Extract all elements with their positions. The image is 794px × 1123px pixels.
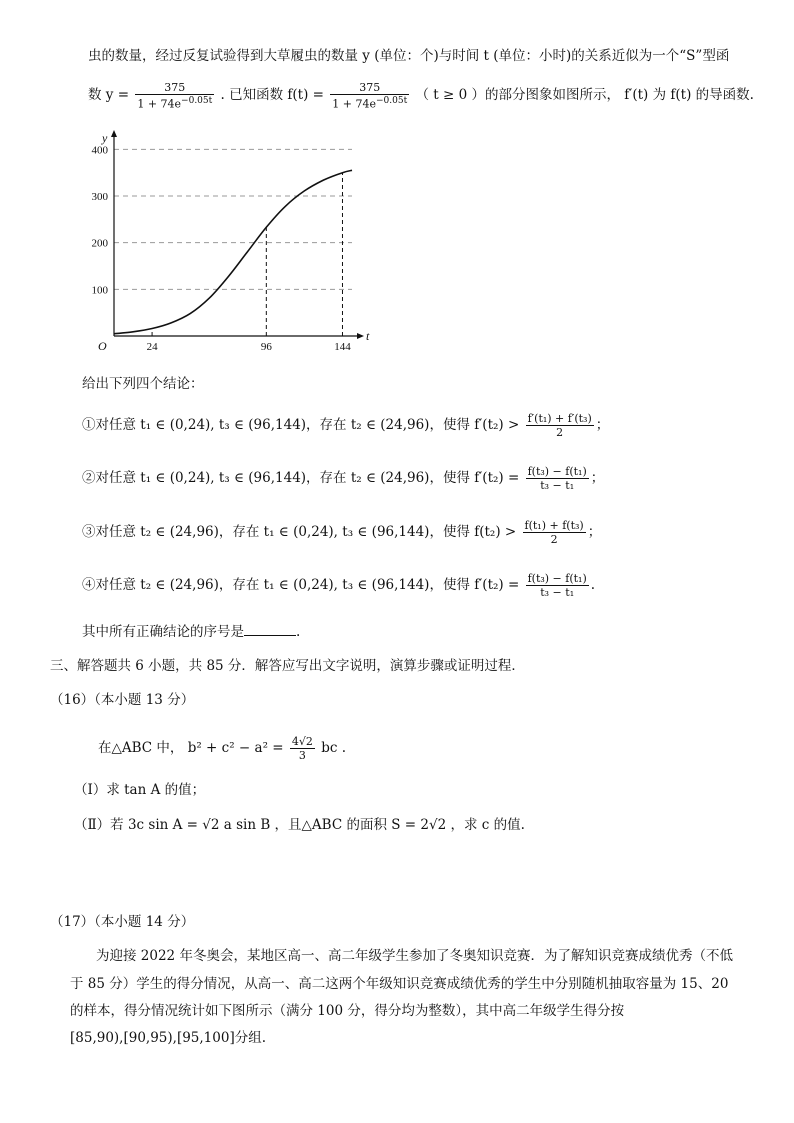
xtick-label-144: 144 [334,341,351,353]
chart-tick-labels [92,131,371,353]
q17-line4: [85,90),[90,95),[95,100]分组. [70,1030,267,1046]
q16-fraction: $\frac{4√2}{3}$ [291,735,313,762]
conclusion-3-fraction: $\frac{\text{f(t₁) + f(t₃)}}{2}$ [524,519,584,546]
x-axis-arrow [357,333,364,339]
ytick-label-200: 200 [91,237,108,250]
q16-statement: 在△ABC 中， b² + c² − a² = $\frac{4√2}{3}$ bc . [98,735,346,762]
ytick-label-100: 100 [91,284,108,297]
xtick-label-24: 24 [146,341,158,353]
function-numerator: 375 [330,81,409,95]
chart-gridlines [114,149,352,336]
q16-part2: （Ⅱ）若 3c sin A = √2 a sin B ，且△ABC 的面积 S = 2√2 ，求 c 的值. [74,817,525,833]
conclusion-4-fraction: $\frac{\text{f(t₃) − f(t₁)}}{\text{t₃ − t₁}}$ [527,572,587,599]
ytick-label-300: 300 [91,191,108,203]
intro-condition: （ t ≥ 0 ）的部分图象如图所示， f′(t) 为 f(t) 的导函数. [415,87,754,103]
model-numerator: 375 [135,81,214,95]
conclusion-2: ②对任意 t₁ ∈ (0,24), t₃ ∈ (96,144)，存在 t₂ ∈ (24,96)，使得 f′(t₂) = $\frac{\text{f(t₃) − f(t₁)}}{\text{t₃ − t₁}}$ ； [82,465,605,492]
q16-label: （16）（本小题 13 分） [50,692,195,708]
q17-label: （17）（本小题 14 分） [50,914,195,930]
conclusions-lead: 给出下列四个结论： [82,376,204,392]
model-fraction [135,81,214,111]
x-axis-label: t [366,329,370,343]
function-fraction [330,81,409,111]
q17-line3: 的样本，得分情况统计如下图所示（满分 100 分，得分均为整数），其中高二年级学生得分按 [70,1003,625,1019]
chart-axes [111,130,364,339]
conclusion-2-fraction: $\frac{\text{f(t₃) − f(t₁)}}{\text{t₃ − t₁}}$ [527,465,587,492]
section3-header: 三、解答题共 6 小题，共 85 分．解答应写出文字说明，演算步骤或证明过程． [50,658,525,674]
chart-series [114,170,352,334]
q17-line1: 为迎接 2022 年冬奥会，某地区高一、高二年级学生参加了冬奥知识竞赛．为了解知识竞赛成绩优秀（不低 [96,948,733,964]
q16-part1: （Ⅰ）求 tan A 的值； [74,782,206,798]
y-axis-label: y [102,131,108,145]
y-axis-arrow [111,130,117,137]
conclusion-1-fraction: $\frac{\text{f′(t₁) + f′(t₃)}}{2}$ [527,412,592,439]
q17-line2: 于 85 分）学生的得分情况，从高一、高二这两个年级知识竞赛成绩优秀的学生中分别随机抽取容量为 15、20 [70,976,729,992]
function-denominator: $1 + 74e^{-0.05t}$ [332,95,408,111]
answer-blank [244,621,296,636]
xtick-label-96: 96 [260,341,272,353]
conclusion-4: ④对任意 t₂ ∈ (24,96)，存在 t₁ ∈ (0,24), t₃ ∈ (96,144)，使得 f′(t₂) = $\frac{\text{f(t₃) − f(t₁)}}{\text{t₃ − t₁}}$ . [82,572,596,599]
intro-mid: . 已知函数 f(t) = [220,87,324,103]
intro-line-1: 虫的数量，经过反复试验得到大草履虫的数量 y (单位：个)与时间 t (单位：小时)的关系近似为一个“S”型函 [88,48,730,64]
conclusions-question: 其中所有正确结论的序号是 . [82,621,300,642]
conclusion-1: ①对任意 t₁ ∈ (0,24), t₃ ∈ (96,144)，存在 t₂ ∈ (24,96)，使得 f′(t₂) > $\frac{\text{f′(t₁) + f′(t₃)}}{2}$ ； [82,412,610,439]
ytick-label-400: 400 [91,144,108,157]
logistic-chart [86,128,370,358]
model-denominator: $1 + 74e^{-0.05t}$ [137,95,213,111]
intro-prefix: 数 y = [88,87,130,103]
origin-label: O [98,339,107,353]
intro-line-2 [88,80,754,110]
series-line-f [114,170,352,333]
conclusion-3: ③对任意 t₂ ∈ (24,96)，存在 t₁ ∈ (0,24), t₃ ∈ (96,144)，使得 f(t₂) > $\frac{\text{f(t₁) + f(t₃)}}{2}$ ； [82,519,602,546]
